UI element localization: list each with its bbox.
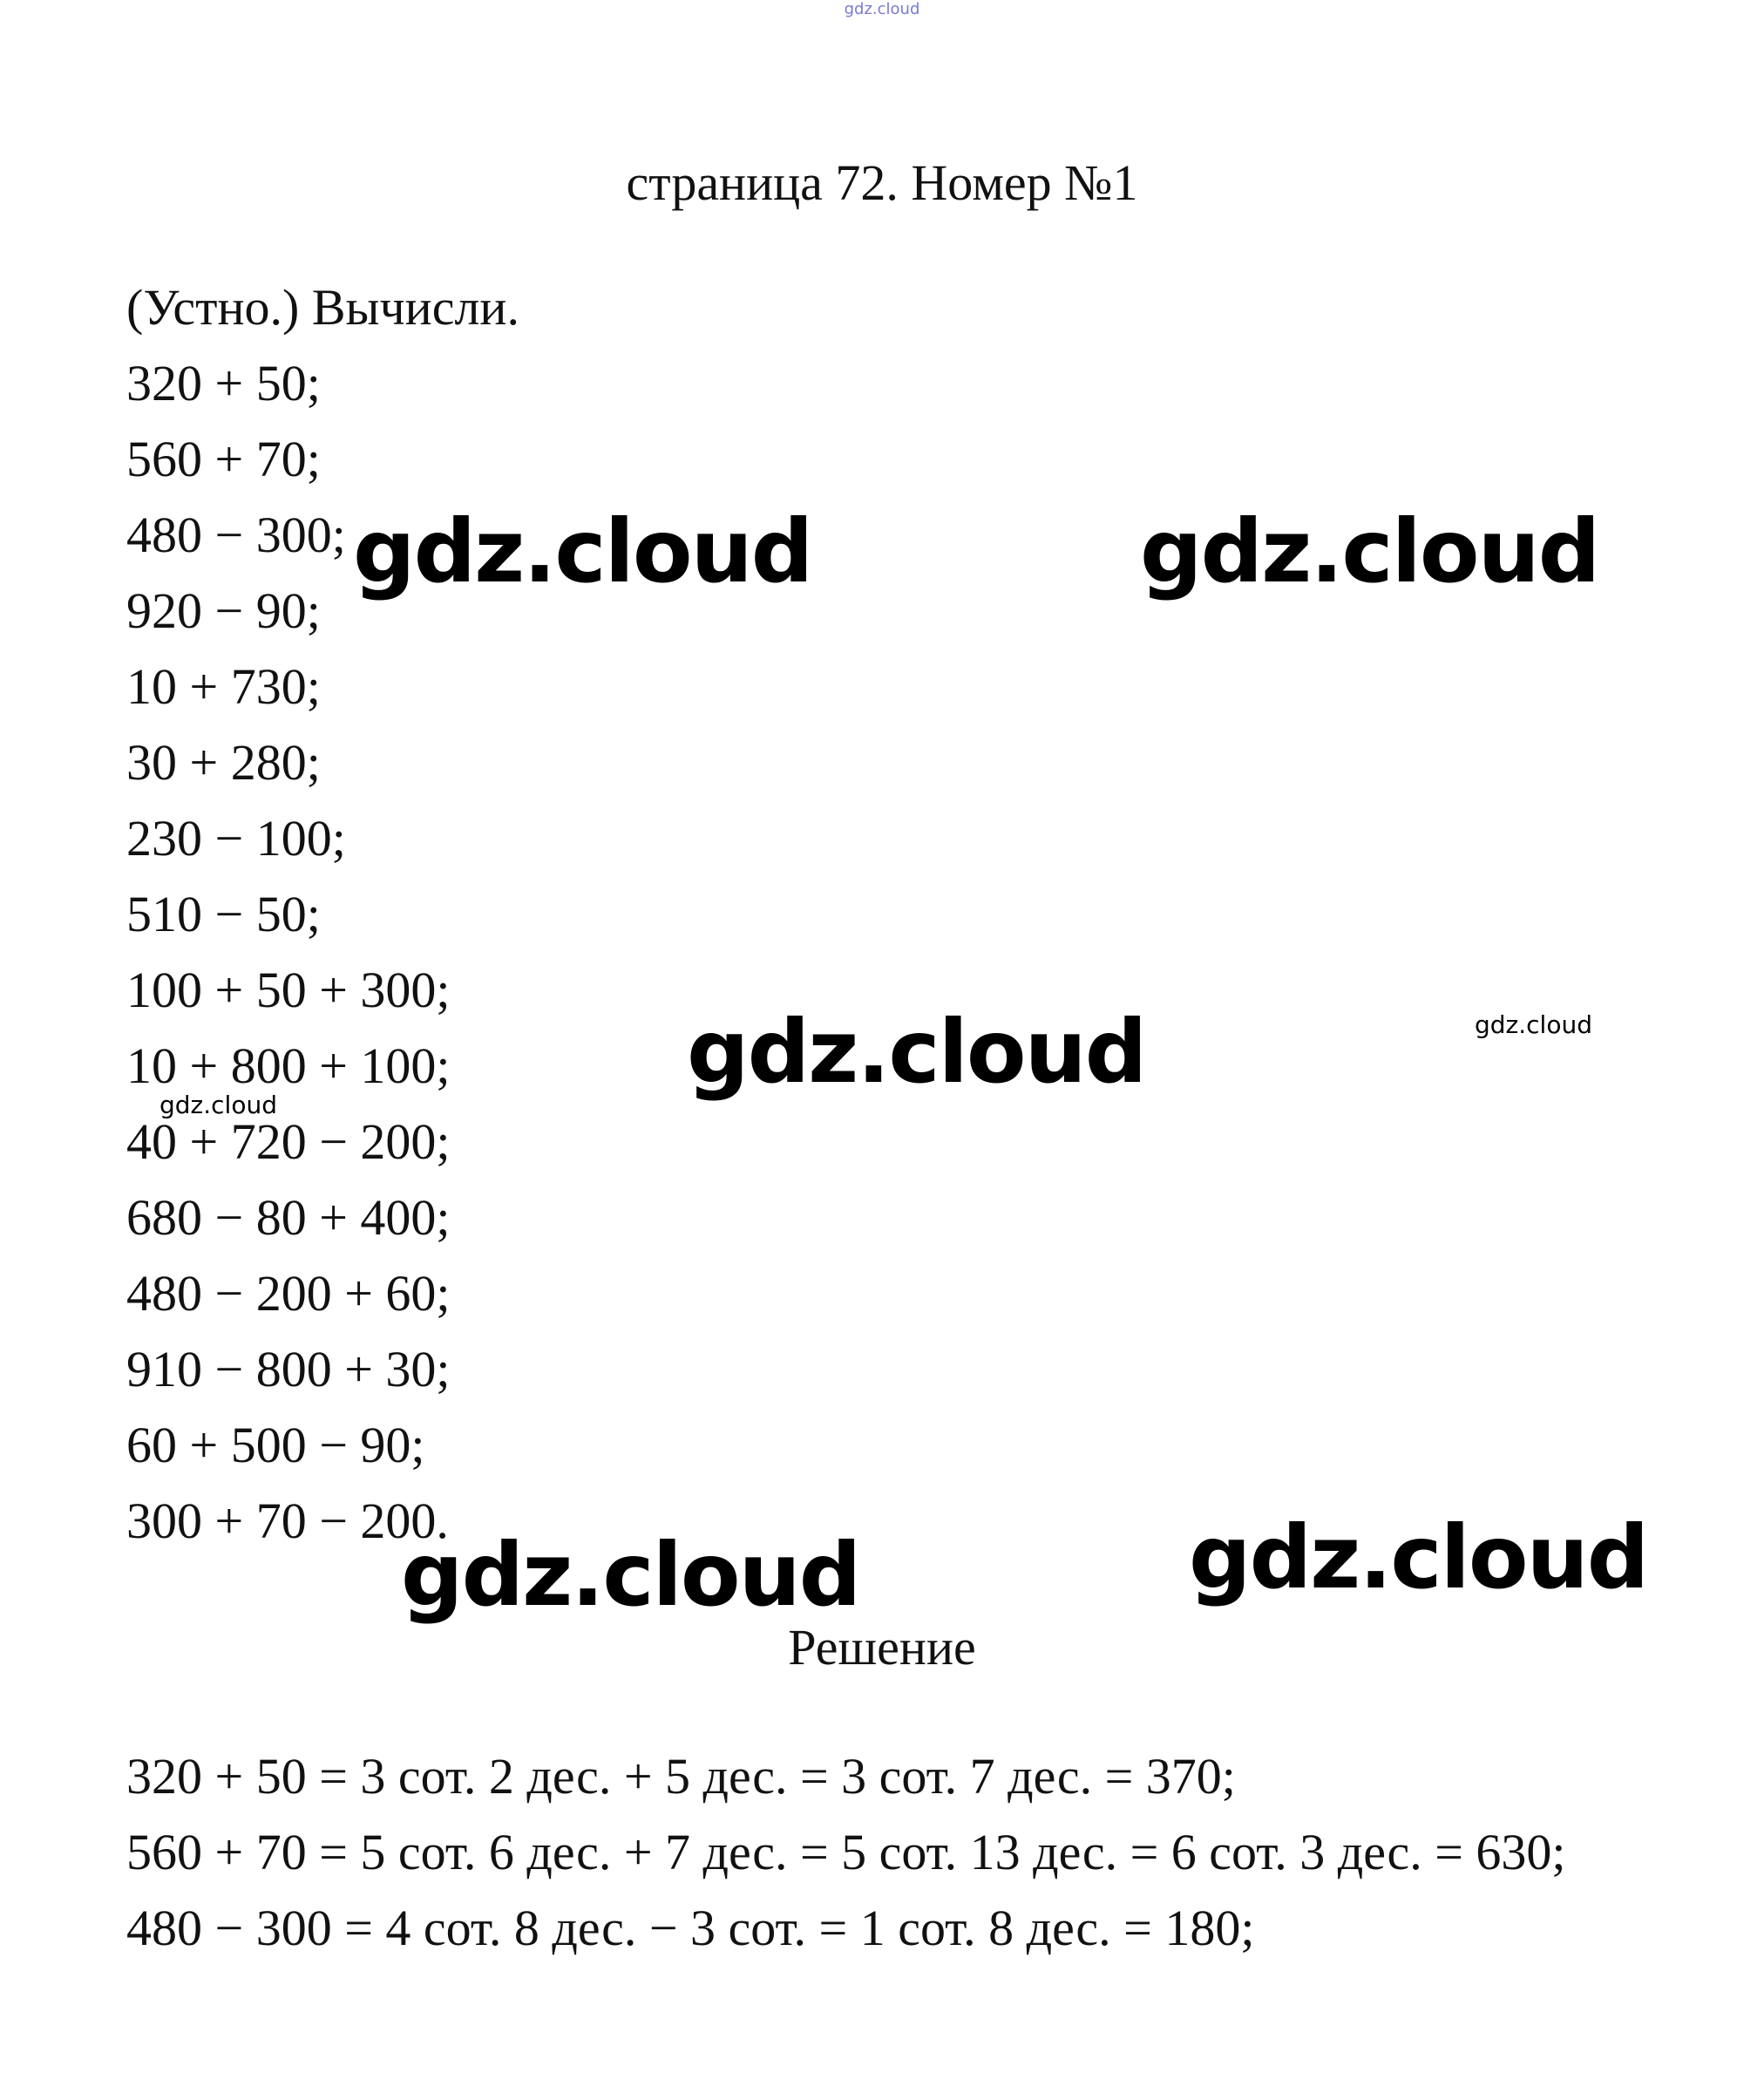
watermark: gdz.cloud: [1189, 1506, 1648, 1608]
solution-line: 480 − 300 = 4 сот. 8 дес. − 3 сот. = 1 сот. 8 дес. = 180;: [126, 1900, 1255, 1956]
task-line: 40 + 720 − 200;: [126, 1113, 451, 1170]
task-line: 510 − 50;: [126, 886, 321, 942]
task-line: 30 + 280;: [126, 734, 321, 791]
task-line: 60 + 500 − 90;: [126, 1417, 425, 1473]
task-line: 910 − 800 + 30;: [126, 1341, 451, 1397]
watermark: gdz.cloud: [353, 500, 812, 602]
watermark: gdz.cloud: [687, 1001, 1146, 1103]
task-line: 480 − 200 + 60;: [126, 1265, 451, 1322]
task-line: 560 + 70;: [126, 431, 321, 487]
solution-line: 320 + 50 = 3 сот. 2 дес. + 5 дес. = 3 сот. 7 дес. = 370;: [126, 1748, 1236, 1805]
solution-line: 560 + 70 = 5 сот. 6 дес. + 7 дес. = 5 сот. 13 дес. = 6 сот. 3 дес. = 630;: [126, 1824, 1566, 1880]
task-line: 10 + 730;: [126, 658, 321, 715]
task-line: 10 + 800 + 100;: [126, 1037, 451, 1094]
watermark: gdz.cloud: [1475, 1010, 1592, 1039]
task-instruction: (Устно.) Вычисли.: [126, 279, 519, 336]
watermark: gdz.cloud: [1140, 500, 1599, 602]
task-block: [126, 277, 519, 1567]
top-watermark: gdz.cloud: [844, 0, 920, 18]
task-line: 230 − 100;: [126, 810, 346, 867]
task-line: 300 + 70 − 200.: [126, 1492, 449, 1549]
page-title: страница 72. Номер №1: [626, 154, 1138, 211]
task-line: 320 + 50;: [126, 355, 321, 411]
watermark: gdz.cloud: [401, 1524, 860, 1626]
solution-heading: Решение: [788, 1619, 976, 1676]
watermark: gdz.cloud: [159, 1091, 277, 1119]
task-line: 480 − 300;: [126, 506, 346, 563]
solution-block: [126, 1746, 1566, 1974]
task-line: 680 − 80 + 400;: [126, 1189, 451, 1246]
task-line: 100 + 50 + 300;: [126, 962, 451, 1018]
task-line: 920 − 90;: [126, 582, 321, 639]
